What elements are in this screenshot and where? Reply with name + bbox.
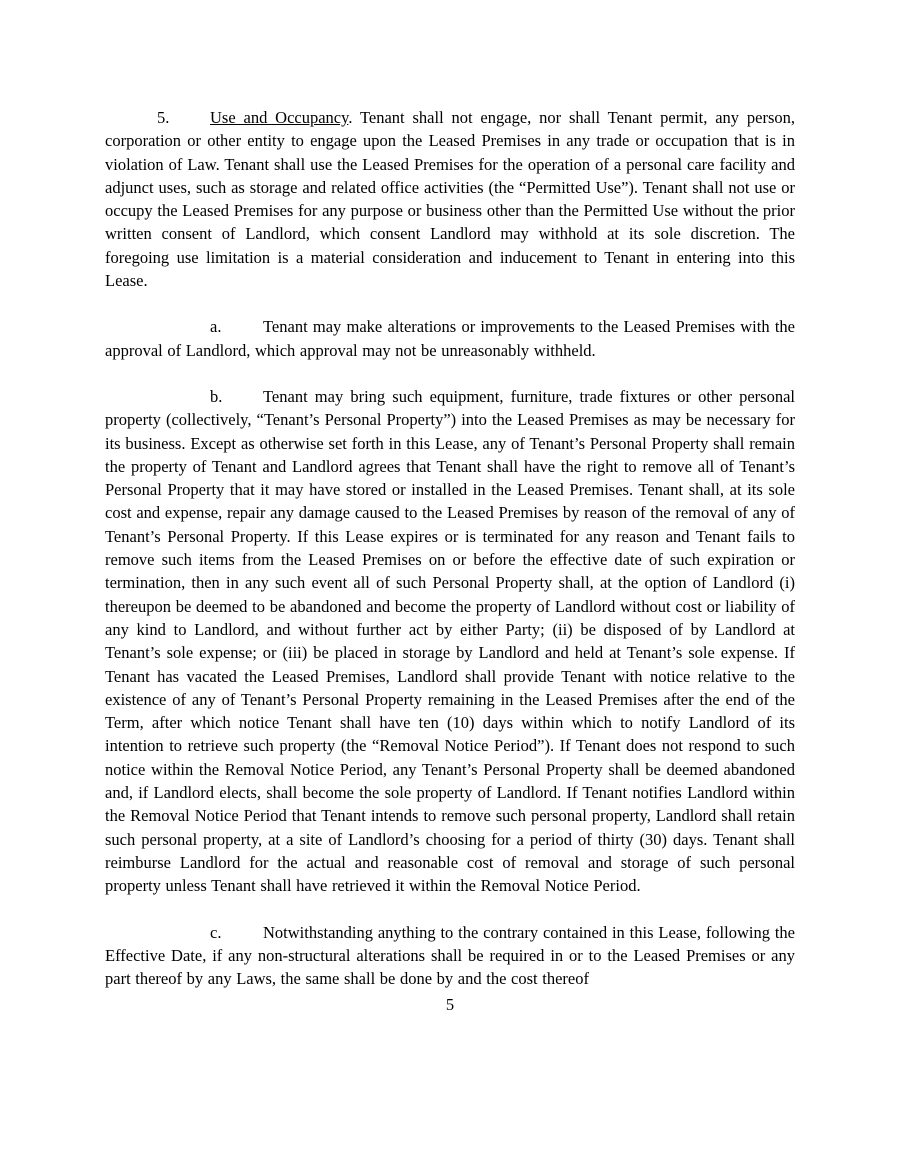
page-number: 5 xyxy=(445,995,455,1015)
subsection-b-label: b. xyxy=(210,386,223,406)
subsection-c-paragraph xyxy=(105,921,795,991)
section-5-paragraph xyxy=(105,106,795,292)
subsection-a-paragraph xyxy=(105,315,795,362)
section-body-text: . Tenant shall not engage, nor shall Tenant permit, any person, corporation or other entity to engage upon the Leased Premises in any trade or occupation that is in violation of Law. Tenant shall use the Leased Premises for the operation of a personal care facility and adjunct uses, such as storage and related office activities (the “Permitted Use”). Tenant shall not use or occupy the Leased Premises for any purpose or business other than the Permitted Use without the prior written consent of Landlord, which consent Landlord may withhold at its sole discretion. The foregoing use limitation is a material consideration and inducement to Tenant in entering into this Lease. xyxy=(105,108,795,291)
section-number: 5. xyxy=(157,108,170,127)
subsection-a-text: Tenant may make alterations or improvements to the Leased Premises with the approval of Landlord, which approval may not be unreasonably withheld. xyxy=(105,317,795,360)
subsection-b-text: Tenant may bring such equipment, furniture, trade fixtures or other personal property (collectively, “Tenant’s Personal Property”) into the Leased Premises as may be necessary for its business. Except as otherwise set forth in this Lease, any of Tenant’s Personal Property shall remain the property of Tenant and Landlord agrees that Tenant shall have the right to remove all of Tenant’s Personal Property that it may have stored or installed in the Leased Premises. Tenant shall, at its sole cost and expense, repair any damage caused to the Leased Premises by reason of the removal of any of Tenant’s Personal Property. If this Lease expires or is terminated for any reason and Tenant fails to remove such items from the Leased Premises on or before the effective date of such expiration or termination, then in any such event all of such Personal Property shall, at the option of Landlord (i) thereupon be deemed to be abandoned and become the property of Landlord without cost or liability of any kind to Landlord, and without further act by either Party; (ii) be disposed of by Landlord at Tenant’s sole expense; or (iii) be placed in storage by Landlord and held at Tenant’s sole expense. If Tenant has vacated the Leased Premises, Landlord shall provide Tenant with notice relative to the existence of any of Tenant’s Personal Property remaining in the Leased Premises after the end of the Term, after which notice Tenant shall have ten (10) days within which to notify Landlord of its intention to retrieve such property (the “Removal Notice Period”). If Tenant does not respond to such notice within the Removal Notice Period, any Tenant’s Personal Property shall be deemed abandoned and, if Landlord elects, shall become the sole property of Landlord. If Tenant notifies Landlord within the Removal Notice Period that Tenant intends to remove such personal property, Landlord shall retain such personal property, at a site of Landlord’s choosing for a period of thirty (30) days. Tenant shall reimburse Landlord for the actual and reasonable cost of removal and storage of such personal property unless Tenant shall have retrieved it within the Removal Notice Period. xyxy=(105,386,795,896)
subsection-b-paragraph xyxy=(105,385,795,898)
subsection-a-label: a. xyxy=(210,317,222,337)
subsection-c-label: c. xyxy=(210,922,222,942)
document-content xyxy=(105,106,795,1017)
subsection-c-text: Notwithstanding anything to the contrary contained in this Lease, following the Effective Date, if any non-structural alterations shall be required in or to the Leased Premises or any part thereof by any Laws, the same shall be done by and the cost thereof xyxy=(105,922,795,989)
section-heading: Use and Occupancy xyxy=(210,108,349,127)
